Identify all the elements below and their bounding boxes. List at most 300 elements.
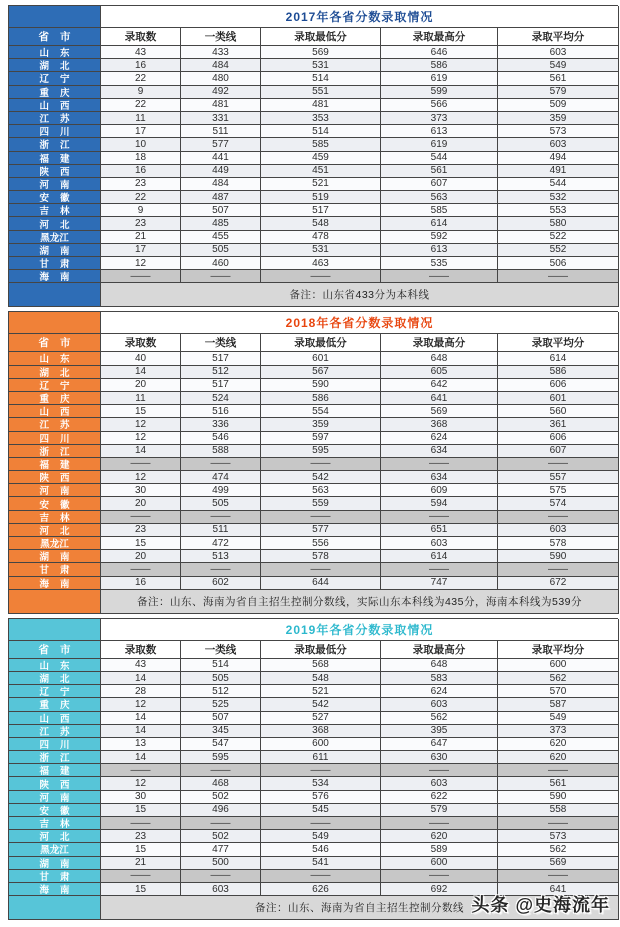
province-cell: 吉林 xyxy=(9,511,101,524)
table-row xyxy=(9,870,618,883)
table-row xyxy=(9,270,618,283)
value-cell: 22 xyxy=(101,191,181,204)
table-row xyxy=(9,138,618,151)
value-cell: 43 xyxy=(101,46,181,59)
value-cell: 558 xyxy=(498,804,619,817)
value-cell: —— xyxy=(101,563,181,576)
value-cell: 600 xyxy=(261,738,381,751)
table-title-cell xyxy=(101,6,619,28)
value-cell: 10 xyxy=(101,138,181,151)
value-cell: 368 xyxy=(381,418,498,431)
table-row xyxy=(9,86,618,99)
value-cell: 23 xyxy=(101,178,181,191)
value-cell: 603 xyxy=(181,883,261,896)
value-cell: —— xyxy=(498,511,619,524)
table-row xyxy=(9,204,618,217)
province-cell: 山东 xyxy=(9,46,101,59)
value-cell: 634 xyxy=(381,445,498,458)
column-header-cell: 录取平均分 xyxy=(498,641,619,659)
value-cell: 15 xyxy=(101,537,181,550)
value-cell: 548 xyxy=(261,217,381,230)
value-cell: 9 xyxy=(101,204,181,217)
value-cell: —— xyxy=(181,563,261,576)
value-cell: 12 xyxy=(101,432,181,445)
value-cell: 589 xyxy=(381,843,498,856)
value-cell: 336 xyxy=(181,418,261,431)
value-cell: 449 xyxy=(181,165,261,178)
table-row xyxy=(9,125,618,138)
province-cell: 山西 xyxy=(9,405,101,418)
column-header-cell: 录取最高分 xyxy=(381,28,498,46)
value-cell: 14 xyxy=(101,725,181,738)
value-cell: 603 xyxy=(498,46,619,59)
value-cell: 353 xyxy=(261,112,381,125)
value-cell: 648 xyxy=(381,659,498,672)
value-cell: 578 xyxy=(261,550,381,563)
value-cell: —— xyxy=(381,563,498,576)
value-cell: 559 xyxy=(261,497,381,510)
value-cell: 561 xyxy=(381,165,498,178)
value-cell: 345 xyxy=(181,725,261,738)
value-cell: 517 xyxy=(181,379,261,392)
column-header-cell: 录取最高分 xyxy=(381,641,498,659)
value-cell: 15 xyxy=(101,804,181,817)
table-row xyxy=(9,191,618,204)
value-cell: 12 xyxy=(101,257,181,270)
value-cell: 499 xyxy=(181,484,261,497)
value-cell: 562 xyxy=(498,843,619,856)
table-row xyxy=(9,511,618,524)
value-cell: —— xyxy=(181,764,261,777)
province-cell: 四川 xyxy=(9,125,101,138)
value-cell: —— xyxy=(498,458,619,471)
province-cell: 吉林 xyxy=(9,204,101,217)
table-title: 2018年各省分数录取情况 xyxy=(285,316,434,331)
value-cell: 16 xyxy=(101,165,181,178)
value-cell: —— xyxy=(381,764,498,777)
value-cell: 519 xyxy=(261,191,381,204)
value-cell: 481 xyxy=(261,99,381,112)
table-title: 2017年各省分数录取情况 xyxy=(285,10,434,24)
table-row xyxy=(9,112,618,125)
value-cell: 11 xyxy=(101,112,181,125)
value-cell: 9 xyxy=(101,86,181,99)
value-cell: 477 xyxy=(181,843,261,856)
value-cell: —— xyxy=(261,817,381,830)
province-cell: 四川 xyxy=(9,432,101,445)
value-cell: 492 xyxy=(181,86,261,99)
value-cell: 561 xyxy=(498,777,619,790)
value-cell: 361 xyxy=(498,418,619,431)
watermark: 头条 @史海流年 xyxy=(471,895,610,915)
value-cell: 525 xyxy=(181,698,261,711)
column-header-cell: 录取平均分 xyxy=(498,28,619,46)
value-cell: 576 xyxy=(261,791,381,804)
value-cell: —— xyxy=(261,764,381,777)
value-cell: 601 xyxy=(498,392,619,405)
table-row xyxy=(9,777,618,790)
province-cell: 湖南 xyxy=(9,550,101,563)
score-table-2018 xyxy=(8,311,618,613)
value-cell: 568 xyxy=(261,659,381,672)
value-cell: 578 xyxy=(498,537,619,550)
value-cell: 40 xyxy=(101,352,181,365)
table-row xyxy=(9,178,618,191)
value-cell: 544 xyxy=(381,152,498,165)
value-cell: 624 xyxy=(381,685,498,698)
value-cell: 577 xyxy=(181,138,261,151)
value-cell: 574 xyxy=(498,497,619,510)
province-cell: 吉林 xyxy=(9,817,101,830)
value-cell: 747 xyxy=(381,577,498,590)
value-cell: 14 xyxy=(101,366,181,379)
table-header-row xyxy=(9,28,618,46)
value-cell: —— xyxy=(261,870,381,883)
value-cell: 561 xyxy=(498,72,619,85)
value-cell: 496 xyxy=(181,804,261,817)
value-cell: 16 xyxy=(101,59,181,72)
value-cell: 535 xyxy=(381,257,498,270)
value-cell: 626 xyxy=(261,883,381,896)
table-row xyxy=(9,685,618,698)
value-cell: —— xyxy=(498,270,619,283)
value-cell: —— xyxy=(101,764,181,777)
table-row xyxy=(9,46,618,59)
province-cell: 重庆 xyxy=(9,86,101,99)
table-row xyxy=(9,550,618,563)
table-row xyxy=(9,843,618,856)
value-cell: —— xyxy=(498,817,619,830)
table-row xyxy=(9,231,618,244)
value-cell: 15 xyxy=(101,843,181,856)
column-header-cell: 录取最低分 xyxy=(261,334,381,352)
province-cell: 湖北 xyxy=(9,59,101,72)
value-cell: 524 xyxy=(181,392,261,405)
value-cell: 614 xyxy=(381,550,498,563)
value-cell: 544 xyxy=(498,178,619,191)
province-header-cell: 省市 xyxy=(9,641,101,659)
value-cell: 613 xyxy=(381,125,498,138)
value-cell: 331 xyxy=(181,112,261,125)
value-cell: 607 xyxy=(498,445,619,458)
value-cell: 512 xyxy=(181,685,261,698)
value-cell: 484 xyxy=(181,178,261,191)
remark-text: 备注：山东、海南为省自主招生控制分数线 xyxy=(101,896,619,920)
value-cell: 644 xyxy=(261,577,381,590)
value-cell: 586 xyxy=(261,392,381,405)
table-row xyxy=(9,165,618,178)
value-cell: 521 xyxy=(261,685,381,698)
value-cell: 613 xyxy=(381,244,498,257)
value-cell: —— xyxy=(381,870,498,883)
column-header-cell: 录取最低分 xyxy=(261,28,381,46)
value-cell: 619 xyxy=(381,72,498,85)
table-row xyxy=(9,405,618,418)
value-cell: 577 xyxy=(261,524,381,537)
value-cell: 590 xyxy=(261,379,381,392)
value-cell: 12 xyxy=(101,418,181,431)
column-header-cell: 录取平均分 xyxy=(498,334,619,352)
value-cell: 460 xyxy=(181,257,261,270)
value-cell: 549 xyxy=(498,712,619,725)
province-cell: 辽宁 xyxy=(9,379,101,392)
value-cell: 18 xyxy=(101,152,181,165)
table-title-row xyxy=(9,312,618,334)
value-cell: 21 xyxy=(101,231,181,244)
province-cell: 安徽 xyxy=(9,191,101,204)
value-cell: —— xyxy=(101,817,181,830)
value-cell: 646 xyxy=(381,46,498,59)
table-row xyxy=(9,217,618,230)
province-cell: 江苏 xyxy=(9,112,101,125)
value-cell: 481 xyxy=(181,99,261,112)
value-cell: 534 xyxy=(261,777,381,790)
value-cell: 597 xyxy=(261,432,381,445)
province-cell: 湖北 xyxy=(9,672,101,685)
value-cell: 484 xyxy=(181,59,261,72)
value-cell: 500 xyxy=(181,857,261,870)
value-cell: 507 xyxy=(181,712,261,725)
value-cell: 20 xyxy=(101,497,181,510)
province-cell: 河南 xyxy=(9,178,101,191)
value-cell: 494 xyxy=(498,152,619,165)
value-cell: —— xyxy=(381,270,498,283)
province-cell: 河北 xyxy=(9,524,101,537)
value-cell: 563 xyxy=(261,484,381,497)
table-row xyxy=(9,857,618,870)
value-cell: 373 xyxy=(498,725,619,738)
value-cell: —— xyxy=(181,270,261,283)
province-cell: 湖南 xyxy=(9,857,101,870)
province-cell: 河北 xyxy=(9,830,101,843)
value-cell: —— xyxy=(181,817,261,830)
value-cell: 531 xyxy=(261,244,381,257)
value-cell: 512 xyxy=(181,366,261,379)
value-cell: 373 xyxy=(381,112,498,125)
value-cell: 692 xyxy=(381,883,498,896)
value-cell: 514 xyxy=(261,125,381,138)
value-cell: 507 xyxy=(181,204,261,217)
value-cell: 553 xyxy=(498,204,619,217)
value-cell: 516 xyxy=(181,405,261,418)
value-cell: 451 xyxy=(261,165,381,178)
province-cell: 辽宁 xyxy=(9,72,101,85)
value-cell: 12 xyxy=(101,777,181,790)
province-cell: 陕西 xyxy=(9,165,101,178)
value-cell: 14 xyxy=(101,751,181,764)
value-cell: 594 xyxy=(381,497,498,510)
table-row xyxy=(9,152,618,165)
value-cell: 642 xyxy=(381,379,498,392)
table-row xyxy=(9,751,618,764)
value-cell: 575 xyxy=(498,484,619,497)
value-cell: 480 xyxy=(181,72,261,85)
column-header-cell: 录取最低分 xyxy=(261,641,381,659)
value-cell: 595 xyxy=(261,445,381,458)
table-row xyxy=(9,471,618,484)
value-cell: —— xyxy=(381,817,498,830)
province-cell: 福建 xyxy=(9,764,101,777)
table-row xyxy=(9,366,618,379)
value-cell: 648 xyxy=(381,352,498,365)
value-cell: 603 xyxy=(498,138,619,151)
value-cell: 579 xyxy=(498,86,619,99)
province-cell: 黑龙江 xyxy=(9,537,101,550)
table-row xyxy=(9,577,618,590)
value-cell: —— xyxy=(101,270,181,283)
corner-cell xyxy=(9,6,101,28)
value-cell: 567 xyxy=(261,366,381,379)
province-cell: 河北 xyxy=(9,217,101,230)
value-cell: 586 xyxy=(498,366,619,379)
value-cell: 620 xyxy=(498,738,619,751)
value-cell: 13 xyxy=(101,738,181,751)
value-cell: 556 xyxy=(261,537,381,550)
value-cell: 651 xyxy=(381,524,498,537)
value-cell: 630 xyxy=(381,751,498,764)
value-cell: —— xyxy=(261,458,381,471)
table-row xyxy=(9,352,618,365)
column-header-cell: 录取数 xyxy=(101,334,181,352)
value-cell: —— xyxy=(181,458,261,471)
value-cell: 22 xyxy=(101,99,181,112)
value-cell: 468 xyxy=(181,777,261,790)
province-cell: 辽宁 xyxy=(9,685,101,698)
table-row xyxy=(9,257,618,270)
value-cell: 522 xyxy=(498,231,619,244)
value-cell: —— xyxy=(381,511,498,524)
value-cell: 606 xyxy=(498,379,619,392)
corner-cell xyxy=(9,590,101,614)
value-cell: 487 xyxy=(181,191,261,204)
column-header-cell: 一类线 xyxy=(181,28,261,46)
value-cell: 562 xyxy=(381,712,498,725)
value-cell: 641 xyxy=(381,392,498,405)
value-cell: 554 xyxy=(261,405,381,418)
value-cell: 573 xyxy=(498,830,619,843)
value-cell: 511 xyxy=(181,125,261,138)
value-cell: 502 xyxy=(181,830,261,843)
value-cell: 433 xyxy=(181,46,261,59)
column-header-cell: 一类线 xyxy=(181,334,261,352)
value-cell: 23 xyxy=(101,830,181,843)
province-cell: 甘肃 xyxy=(9,870,101,883)
province-cell: 安徽 xyxy=(9,497,101,510)
province-cell: 湖北 xyxy=(9,366,101,379)
value-cell: 23 xyxy=(101,217,181,230)
province-cell: 江苏 xyxy=(9,725,101,738)
province-cell: 四川 xyxy=(9,738,101,751)
value-cell: 509 xyxy=(498,99,619,112)
value-cell: 22 xyxy=(101,72,181,85)
value-cell: 569 xyxy=(498,857,619,870)
province-cell: 海南 xyxy=(9,577,101,590)
value-cell: 359 xyxy=(261,418,381,431)
value-cell: 566 xyxy=(381,99,498,112)
value-cell: 517 xyxy=(261,204,381,217)
value-cell: 611 xyxy=(261,751,381,764)
value-cell: 603 xyxy=(381,777,498,790)
value-cell: 21 xyxy=(101,857,181,870)
value-cell: 359 xyxy=(498,112,619,125)
value-cell: 527 xyxy=(261,712,381,725)
table-row xyxy=(9,484,618,497)
value-cell: 14 xyxy=(101,712,181,725)
value-cell: 459 xyxy=(261,152,381,165)
table-row xyxy=(9,72,618,85)
value-cell: 505 xyxy=(181,244,261,257)
column-header-cell: 录取最高分 xyxy=(381,334,498,352)
value-cell: 560 xyxy=(498,405,619,418)
score-table-2017 xyxy=(8,5,618,307)
value-cell: 647 xyxy=(381,738,498,751)
remark-row xyxy=(9,590,618,614)
value-cell: 20 xyxy=(101,379,181,392)
value-cell: 30 xyxy=(101,484,181,497)
value-cell: 600 xyxy=(498,659,619,672)
table-row xyxy=(9,712,618,725)
table-row xyxy=(9,563,618,576)
province-cell: 甘肃 xyxy=(9,563,101,576)
value-cell: 603 xyxy=(498,524,619,537)
value-cell: 513 xyxy=(181,550,261,563)
value-cell: 587 xyxy=(498,698,619,711)
value-cell: 609 xyxy=(381,484,498,497)
value-cell: —— xyxy=(181,870,261,883)
value-cell: 463 xyxy=(261,257,381,270)
value-cell: 12 xyxy=(101,698,181,711)
table-title-row xyxy=(9,6,618,28)
value-cell: 455 xyxy=(181,231,261,244)
province-cell: 福建 xyxy=(9,152,101,165)
province-cell: 湖南 xyxy=(9,244,101,257)
table-row xyxy=(9,791,618,804)
value-cell: 542 xyxy=(261,698,381,711)
score-tables-container xyxy=(8,5,620,920)
province-cell: 山东 xyxy=(9,352,101,365)
value-cell: —— xyxy=(261,563,381,576)
column-header-cell: 录取数 xyxy=(101,28,181,46)
column-header-cell: 录取数 xyxy=(101,641,181,659)
value-cell: 614 xyxy=(381,217,498,230)
table-row xyxy=(9,830,618,843)
remark-text: 备注：山东、海南为省自主招生控制分数线，实际山东本科线为435分，海南本科线为539分 xyxy=(101,590,619,614)
value-cell: 547 xyxy=(181,738,261,751)
table-row xyxy=(9,432,618,445)
value-cell: 368 xyxy=(261,725,381,738)
table-title: 2019年各省分数录取情况 xyxy=(285,622,434,637)
value-cell: 491 xyxy=(498,165,619,178)
province-cell: 安徽 xyxy=(9,804,101,817)
value-cell: 531 xyxy=(261,59,381,72)
value-cell: 599 xyxy=(381,86,498,99)
province-cell: 江苏 xyxy=(9,418,101,431)
value-cell: —— xyxy=(261,270,381,283)
table-header-row xyxy=(9,334,618,352)
table-row xyxy=(9,379,618,392)
value-cell: 541 xyxy=(261,857,381,870)
value-cell: 620 xyxy=(498,751,619,764)
value-cell: 502 xyxy=(181,791,261,804)
table-row xyxy=(9,99,618,112)
value-cell: 485 xyxy=(181,217,261,230)
value-cell: 605 xyxy=(381,366,498,379)
value-cell: 619 xyxy=(381,138,498,151)
value-cell: 546 xyxy=(261,843,381,856)
value-cell: 549 xyxy=(498,59,619,72)
value-cell: 588 xyxy=(181,445,261,458)
value-cell: 20 xyxy=(101,550,181,563)
